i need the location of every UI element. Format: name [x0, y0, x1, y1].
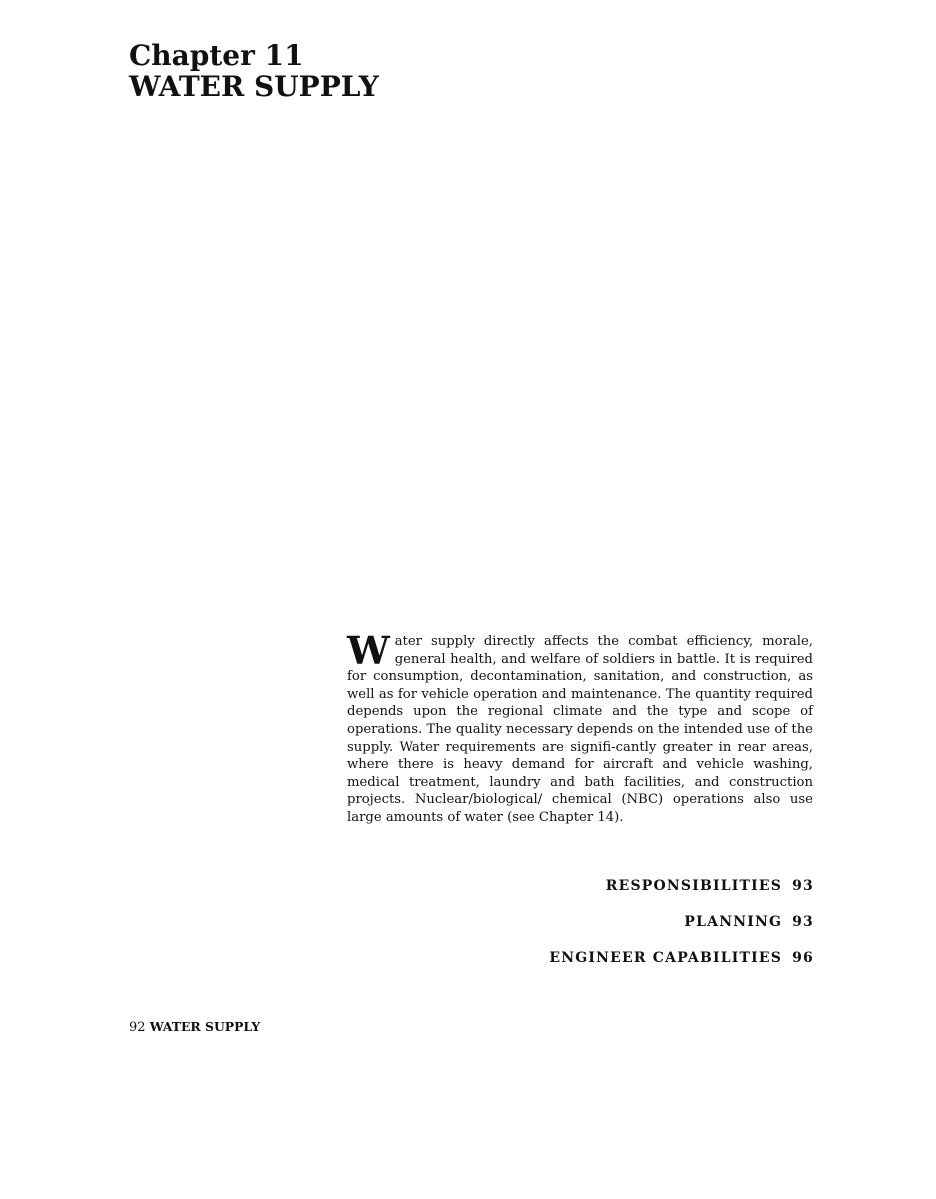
drop-cap: W	[347, 628, 390, 673]
contents-entry-label: PLANNING	[684, 914, 783, 930]
running-title: WATER SUPPLY	[149, 1019, 261, 1034]
page-footer	[129, 1018, 260, 1037]
intro-paragraph	[347, 628, 813, 827]
chapter-heading	[129, 40, 379, 102]
page-number: 92	[129, 1020, 146, 1035]
chapter-title: WATER SUPPLY	[129, 70, 379, 103]
contents-entry-page: 93	[792, 914, 814, 930]
contents-entry-label: RESPONSIBILITIES	[605, 878, 783, 894]
contents-entry-page: 93	[792, 878, 814, 894]
contents-entry-engineer-capabilities	[549, 948, 814, 984]
intro-text: ater supply directly affects the combat efficiency, morale, general health, and welfare of soldiers in battle. It is required for consumption, decontamination, sanitation, and construction, as well as for vehicle operation and maintenance. The quantity required depends upon the regional climate and the type and scope of operations. The quality necessary depends on the intended use of the supply. Water requirements are signifi-cantly greater in rear areas, where there is heavy demand for aircraft and vehicle washing, medical treatment, laundry and bath facilities, and construction projects. Nuclear/biological/ chemical (NBC) operations also use large amounts of water (see Chapter 14).	[347, 634, 813, 825]
chapter-number: Chapter 11	[129, 39, 304, 72]
contents-entry-label: ENGINEER CAPABILITIES	[549, 950, 783, 966]
contents-entry-planning	[549, 912, 814, 948]
contents-entry-page: 96	[792, 950, 814, 966]
contents-entry-responsibilities	[549, 876, 814, 912]
section-contents-list	[549, 876, 814, 984]
